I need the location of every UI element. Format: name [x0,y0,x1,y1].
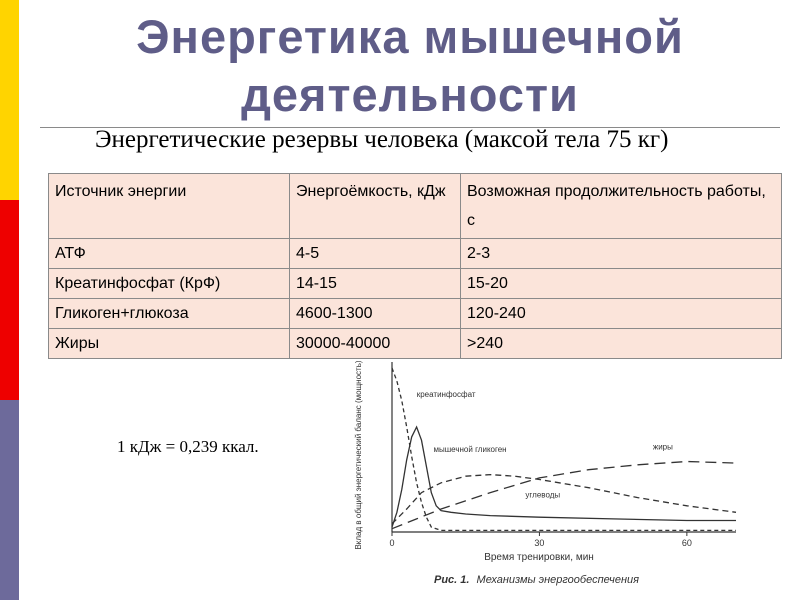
table-row [49,299,782,329]
table-row [49,269,782,299]
chart-series-line [392,475,736,524]
chart-x-tick-label: 0 [389,538,395,548]
table-cell: 14-15 [290,269,461,299]
table-cell: >240 [461,329,782,359]
table-header-cell: Источник энергии [49,174,290,239]
table-cell: Гликоген+глюкоза [49,299,290,329]
unit-conversion-note: 1 кДж = 0,239 ккал. [117,437,259,456]
accent-bar-yellow [0,0,19,200]
chart-y-axis-label: Вклад в общий энергетический баланс (мощность) [354,360,363,550]
table-cell: Жиры [49,329,290,359]
table-cell: 120-240 [461,299,782,329]
chart-series-label: мышечной гликоген [433,445,507,455]
table-cell: 4-5 [290,239,461,269]
table-cell: 30000-40000 [290,329,461,359]
chart-x-axis-label: Время тренировки, мин [484,552,594,563]
accent-bar-red [0,200,19,400]
chart-series-label: жиры [652,442,673,452]
table-row [49,239,782,269]
chart-series-label: креатинфосфат [416,390,476,400]
table-header-cell: Энергоёмкость, кДж [290,174,461,239]
chart-x-tick-label: 60 [681,538,692,548]
table-header-cell: Возможная продолжительность работы, с [461,174,782,239]
chart-series-line [392,462,736,529]
chart-labels [417,390,673,499]
energy-reserves-table [48,173,782,359]
slide-title-line2: деятельности [241,68,579,121]
chart-series-line [392,427,736,527]
table-row [49,329,782,359]
accent-bar-purple [0,400,19,600]
slide-title [20,8,800,124]
chart-caption-text: Механизмы энергообеспечения [476,574,640,586]
table-cell: Креатинфосфат (КрФ) [49,269,290,299]
slide-subtitle: Энергетические резервы человека (максой тела 75 кг) [95,126,669,153]
table-cell: 2-3 [461,239,782,269]
table-header-row [49,174,782,239]
table-cell: 4600-1300 [290,299,461,329]
chart-caption-bold: Рис. 1. [434,574,470,586]
energy-mechanisms-chart [344,360,744,596]
chart-caption [434,574,639,586]
chart-x-tick-label: 30 [534,538,545,548]
table-cell: АТФ [49,239,290,269]
table-cell: 15-20 [461,269,782,299]
slide-title-line1: Энергетика мышечной [136,10,684,63]
chart-series-label: углеводы [525,490,561,500]
